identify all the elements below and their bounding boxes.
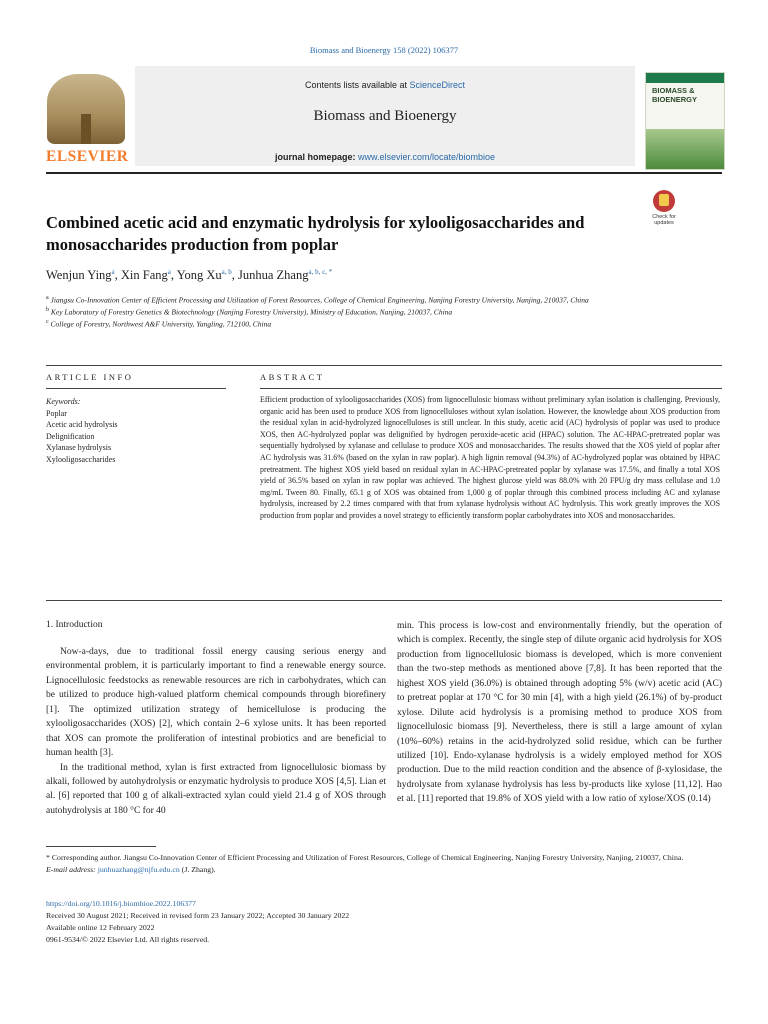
body-rule — [46, 600, 722, 601]
affiliations — [46, 294, 666, 329]
elsevier-logo — [46, 74, 129, 166]
corresponding-footnote: * Corresponding author. Jiangsu Co-Innovation Center of Efficient Processing and Utilization of Forest Resources, College of Chemical Engineering, Nanjing Forestry University, Nanjing, 210037, China. E-mail address: junhuazhang@njfu.edu.cn (J. Zhang). — [46, 853, 684, 874]
keyword: Acetic acid hydrolysis — [46, 420, 118, 430]
doi-link[interactable]: https://doi.org/10.1016/j.biombioe.2022.106377 — [46, 899, 196, 908]
journal-citation-link[interactable]: Biomass and Bioenergy 158 (2022) 106377 — [309, 45, 459, 55]
copyright: 0961-9534/© 2022 Elsevier Ltd. All rights reserved. — [46, 935, 210, 945]
author-name[interactable]: Junhua Zhang — [237, 268, 309, 283]
affiliation-item: $^a$ Jiangsu Co-Innovation Center of Efficient Processing and Utilization of Forest Resources, College of Chemical Engineering, Nanjing Forestry University, Nanjing, 210037, China — [46, 295, 589, 305]
affiliation-item: $^c$ College of Forestry, Northwest A&F University, Yangling, 712100, China — [46, 318, 272, 328]
sciencedirect-link[interactable]: ScienceDirect — [409, 80, 466, 90]
abstract-rule — [260, 388, 722, 389]
keyword: Xylanase hydrolysis — [46, 443, 112, 453]
journal-name: Biomass and Bioenergy — [313, 108, 457, 124]
article-info-heading: ARTICLE INFO — [46, 372, 134, 382]
footnote-rule — [46, 846, 156, 847]
affiliation-item: $^b$ Key Laboratory of Forestry Genetics & Biotechnology (Nanjing Forestry University), Ministry of Education, Nanjing, 210037, China — [46, 306, 453, 317]
author-name[interactable]: Yong Xu — [176, 268, 222, 283]
header-rule — [46, 172, 722, 174]
journal-cover-image[interactable] — [645, 72, 725, 170]
cover-title: BIOMASS & BIOENERGY — [652, 86, 698, 104]
elsevier-tree-icon — [47, 74, 125, 144]
keyword: Poplar — [46, 408, 67, 418]
email-link[interactable]: junhuazhang@njfu.edu.cn — [97, 864, 180, 874]
contents-line: Contents lists available at ScienceDirect — [304, 80, 466, 90]
paragraph: min. This process is low-cost and environmentally friendly, but the operation of which is complex. Recently, the single step of dilute organic acid hydrolysis for XOS production from lignocellulosic biomass is developed, which is more convenient than the two-step methods as mentioned above [7,8]. It has been reported that the highest XOS yield (36.0%) is obtained through adopting 5% (w/v) acetic acid (AC) to pretreat poplar at 170 °C for 30 min [4], with a high yield (26.1%) of by-product xylose. Dilute acid hydrolysis is a promising method to produce XOS from lignocellulosic biomass [9]. Nevertheless, there is still a large amount of xylan (10%–60%) retains in the acid-hydrolyzed solid residue, which can be further utilized [10]. Endo-xylanase hydrolysis is a widely employed method for XOS production. Due to the mild reaction condition and the absence of β-xylosidase, the hydrolysate from xylanase hydrolysis has less by-products like xylose [11,12]. Hao et al. [11] reported that 19.8% of XOS yield with a low ratio of xylose/XOS (0.14) — [397, 621, 722, 805]
abstract-text: Efficient production of xylooligosaccharides (XOS) from lignocellulosic biomass without preliminary xylan isolation is challenging. Previously, organic acid has been used to produce XOS from lignocelluloses without xylan isolation. However, the knowledge about XOS production from the residual xylan in acid-hydrolyzed lignocelluloses is still unclear. In this study, acetic acid (AC) hydrolysis of poplar was used to produce XOS, then AC-hydrolyzed poplar was delignified by hydrogen peroxide-acetic acid (HPAC) solution. The AC-HPAC-pretreated poplar was sequentially hydrolysed by xylanase and cellulase to produce XOS and monosaccharides. The results showed that the XOS yield of poplar after AC hydrolysis was 31.6% (based on the xylan in raw poplar). A high lignin removal (94.3%) of AC-hydrolyzed poplar was obtained by HPAC pretreatment. The highest XOS yield based on residual xylan in AC-HPAC-pretreated poplar by xylanase was 17.5%, and finally a total XOS yield of 36.5% based on xylan in raw poplar was achieved. The highest glucose yield was 88.0% with 20 FPU/g dry mass cellulase and 1.0 mg/mL Tween 80. Finally, 65.1 g of XOS was obtained from 1,000 g of poplar through this combined process including AC and xylanase hydrolysis, increased by 2.2 times compared with that from xylanase hydrolysis without AC hydrolysis. This work greatly improves the XOS production from poplar and provides a novel strategy to efficiently transform poplar carbohydrates into XOS and monosaccharides. — [260, 395, 720, 521]
keyword: Xylooligosaccharides — [46, 454, 116, 464]
author-list: Wenjun Ying$^a$, Xin Fang$^a$, Yong Xu$^{a, b}$, Junhua Zhang$^{a, b, c, *}$ — [46, 268, 333, 283]
abstract-heading: ABSTRACT — [260, 372, 325, 382]
online-date: Available online 12 February 2022 — [46, 923, 155, 933]
section-rule — [46, 365, 722, 366]
keyword: Delignification — [46, 431, 95, 441]
homepage-link[interactable]: www.elsevier.com/locate/biombioe — [357, 152, 496, 162]
publication-info — [46, 898, 349, 946]
homepage-line: journal homepage: www.elsevier.com/locate/biombioe — [274, 152, 496, 162]
check-updates-icon — [653, 190, 675, 212]
author-name[interactable]: Wenjun Ying — [46, 268, 112, 283]
publisher-name: ELSEVIER — [46, 148, 129, 165]
received-dates: Received 30 August 2021; Received in revised form 23 January 2022; Accepted 30 January 2022 — [46, 911, 350, 921]
author-name[interactable]: Xin Fang — [120, 268, 168, 283]
cover-art — [646, 129, 724, 169]
keywords-block — [46, 396, 226, 466]
paragraph: Now-a-days, due to traditional fossil energy causing serious energy and environmental problem, it is particularly important to find a renewable energy source. Lignocellulosic feedstocks as renewable resources are rich in carbohydrates, which can be utilized to produce high-valued platform chemical compounds through biorefinery [1]. The optimized utilization strategy of hemicellulose is producing the xylooligosaccharides (XOS) [2], which contain 2–6 xylose units. It has been reported that XOS can promote the proliferation of intestinal probiotics and are beneficial to human health [3]. — [46, 647, 386, 759]
keywords-label: Keywords: — [46, 397, 81, 406]
paragraph: In the traditional method, xylan is first extracted from lignocellulosic biomass by alkali, followed by autohydrolysis or enzymatic hydrolysis to produce XOS [4,5]. Lian et al. [6] reported that 100 g of alkali-extracted xylan could yield 21.4 g of XOS through autohydrolysis at 180 °C for 40 — [46, 762, 386, 816]
check-for-updates-button[interactable]: Check for updates — [648, 190, 680, 230]
intro-left-column — [46, 645, 386, 818]
intro-right-column — [397, 619, 722, 807]
article-title: Combined acetic acid and enzymatic hydrolysis for xylooligosaccharides and monosaccharides production from poplar — [46, 213, 585, 255]
article-info-rule — [46, 388, 226, 389]
section-heading-introduction: 1. Introduction — [46, 620, 103, 630]
